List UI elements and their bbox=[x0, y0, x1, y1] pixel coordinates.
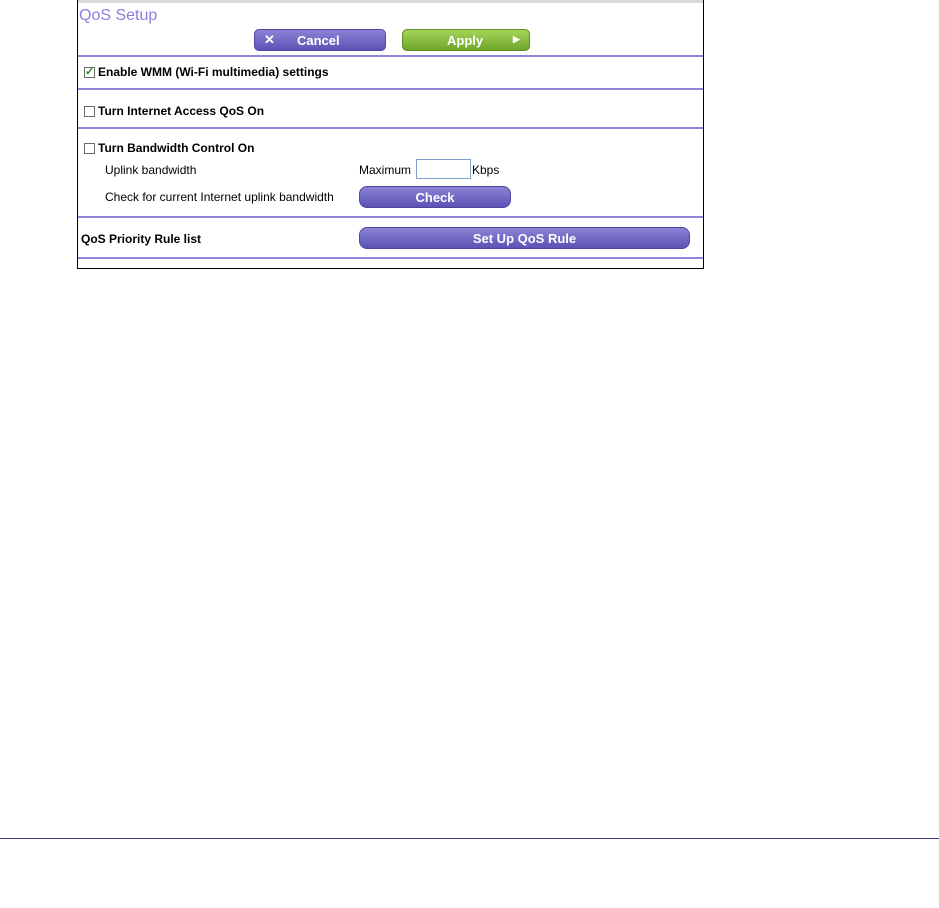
check-bandwidth-label: Check for current Internet uplink bandwidth bbox=[105, 190, 334, 204]
close-icon: ✕ bbox=[264, 32, 275, 47]
divider bbox=[78, 127, 703, 129]
qos-setup-panel bbox=[77, 0, 704, 269]
maximum-label: Maximum bbox=[359, 163, 412, 177]
apply-button-label: Apply bbox=[447, 33, 484, 48]
apply-button[interactable] bbox=[402, 29, 530, 51]
cancel-button-label: Cancel bbox=[297, 33, 340, 48]
bandwidth-control-row bbox=[84, 141, 254, 155]
arrow-right-icon: ▶ bbox=[513, 34, 520, 44]
qos-priority-rule-list-label: QoS Priority Rule list bbox=[81, 232, 202, 246]
uplink-bandwidth-input[interactable] bbox=[416, 159, 471, 179]
set-up-qos-rule-button[interactable] bbox=[359, 227, 690, 249]
bandwidth-control-checkbox[interactable] bbox=[84, 143, 95, 154]
set-up-qos-rule-label: Set Up QoS Rule bbox=[472, 230, 577, 246]
kbps-unit: Kbps bbox=[472, 163, 500, 177]
cancel-button[interactable] bbox=[254, 29, 386, 51]
wmm-row bbox=[84, 65, 329, 79]
divider bbox=[78, 88, 703, 90]
wmm-label: Enable WMM (Wi-Fi multimedia) settings bbox=[98, 65, 329, 79]
uplink-bandwidth-label: Uplink bandwidth bbox=[105, 163, 197, 177]
wmm-checkbox[interactable] bbox=[84, 67, 95, 78]
check-button[interactable] bbox=[359, 186, 511, 208]
check-button-label: Check bbox=[415, 189, 455, 205]
internet-qos-row bbox=[84, 104, 264, 118]
divider bbox=[78, 216, 703, 218]
divider bbox=[78, 257, 703, 259]
top-strip bbox=[78, 0, 703, 3]
page-title: QoS Setup bbox=[79, 7, 158, 24]
bandwidth-control-label: Turn Bandwidth Control On bbox=[98, 141, 255, 155]
divider bbox=[78, 55, 703, 57]
footer-divider bbox=[0, 838, 939, 839]
internet-qos-checkbox[interactable] bbox=[84, 106, 95, 117]
internet-qos-label: Turn Internet Access QoS On bbox=[98, 104, 265, 118]
